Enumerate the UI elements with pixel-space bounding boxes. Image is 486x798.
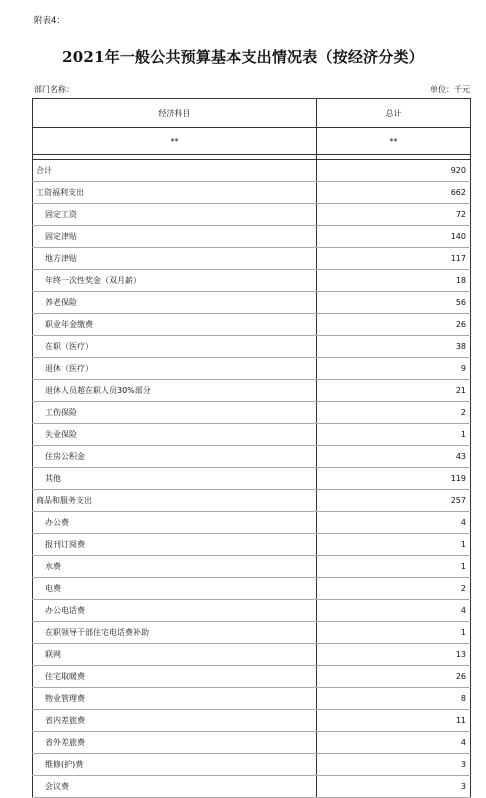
table-row (33, 204, 471, 226)
table-row (33, 226, 471, 248)
row-value: 4 (317, 512, 471, 534)
table-row (33, 468, 471, 490)
row-value: 56 (317, 292, 471, 314)
row-label: 在职（医疗） (33, 336, 317, 358)
row-value: 920 (317, 160, 471, 182)
table-row (33, 270, 471, 292)
marker-cell: ** (317, 128, 471, 155)
row-label: 合计 (33, 160, 317, 182)
row-value: 1 (317, 424, 471, 446)
row-label: 其他 (33, 468, 317, 490)
row-label: 省外差旅费 (33, 732, 317, 754)
row-label: 办公电话费 (33, 600, 317, 622)
unit-label: 单位：千元 (430, 85, 470, 94)
row-value: 26 (317, 666, 471, 688)
row-value: 4 (317, 600, 471, 622)
row-value: 72 (317, 204, 471, 226)
row-value: 117 (317, 248, 471, 270)
row-value: 140 (317, 226, 471, 248)
table-row (33, 600, 471, 622)
page-title: 2021年一般公共预算基本支出情况表（按经济分类） (62, 48, 424, 66)
table-row (33, 578, 471, 600)
row-label: 商品和服务支出 (33, 490, 317, 512)
row-label: 养老保险 (33, 292, 317, 314)
row-value: 119 (317, 468, 471, 490)
row-label: 失业保险 (33, 424, 317, 446)
row-label: 省内差旅费 (33, 710, 317, 732)
table-row (33, 534, 471, 556)
row-value: 8 (317, 688, 471, 710)
attachment-label: 附表4： (34, 16, 65, 26)
row-label: 职业年金缴费 (33, 314, 317, 336)
row-label: 会议费 (33, 776, 317, 798)
table-row (33, 622, 471, 644)
table-row (33, 512, 471, 534)
row-value: 2 (317, 402, 471, 424)
table-row (33, 248, 471, 270)
row-label: 固定工资 (33, 204, 317, 226)
row-label: 地方津贴 (33, 248, 317, 270)
row-label: 报刊订阅费 (33, 534, 317, 556)
table-row (33, 644, 471, 666)
marker-cell: ** (33, 128, 317, 155)
table-row (33, 292, 471, 314)
table-row (33, 380, 471, 402)
row-label: 维修(护)费 (33, 754, 317, 776)
row-value: 1 (317, 534, 471, 556)
row-label: 退休人员超在职人员30%部分 (33, 380, 317, 402)
table-row (33, 336, 471, 358)
expenditure-table (32, 98, 471, 798)
table-row (33, 314, 471, 336)
table-row (33, 688, 471, 710)
row-label: 工伤保险 (33, 402, 317, 424)
table-header-row (33, 99, 471, 128)
row-label: 固定津贴 (33, 226, 317, 248)
row-label: 工资福利支出 (33, 182, 317, 204)
row-value: 18 (317, 270, 471, 292)
table-row (33, 358, 471, 380)
column-header-item: 经济科目 (33, 99, 317, 128)
row-label: 联网 (33, 644, 317, 666)
row-label: 办公费 (33, 512, 317, 534)
row-value: 3 (317, 754, 471, 776)
table-row (33, 776, 471, 798)
table-row (33, 490, 471, 512)
row-value: 1 (317, 556, 471, 578)
row-value: 9 (317, 358, 471, 380)
table-row (33, 754, 471, 776)
row-value: 38 (317, 336, 471, 358)
table-row (33, 732, 471, 754)
row-label: 在职领导干部住宅电话费补助 (33, 622, 317, 644)
table-row (33, 556, 471, 578)
row-value: 21 (317, 380, 471, 402)
row-label: 水费 (33, 556, 317, 578)
table-row (33, 160, 471, 182)
row-label: 物业管理费 (33, 688, 317, 710)
row-value: 11 (317, 710, 471, 732)
table-row (33, 402, 471, 424)
row-label: 年终一次性奖金（双月薪） (33, 270, 317, 292)
row-label: 住宅取暖费 (33, 666, 317, 688)
row-value: 2 (317, 578, 471, 600)
row-value: 4 (317, 732, 471, 754)
row-value: 3 (317, 776, 471, 798)
row-label: 住房公积金 (33, 446, 317, 468)
row-value: 13 (317, 644, 471, 666)
table-row (33, 446, 471, 468)
table-row (33, 666, 471, 688)
row-label: 退休（医疗） (33, 358, 317, 380)
table-row (33, 710, 471, 732)
row-value: 43 (317, 446, 471, 468)
column-header-total: 总计 (317, 99, 471, 128)
row-label: 电费 (33, 578, 317, 600)
row-value: 662 (317, 182, 471, 204)
table-row (33, 424, 471, 446)
row-value: 257 (317, 490, 471, 512)
table-row (33, 182, 471, 204)
marker-row (33, 128, 471, 155)
department-label: 部门名称： (34, 85, 74, 94)
row-value: 26 (317, 314, 471, 336)
row-value: 1 (317, 622, 471, 644)
